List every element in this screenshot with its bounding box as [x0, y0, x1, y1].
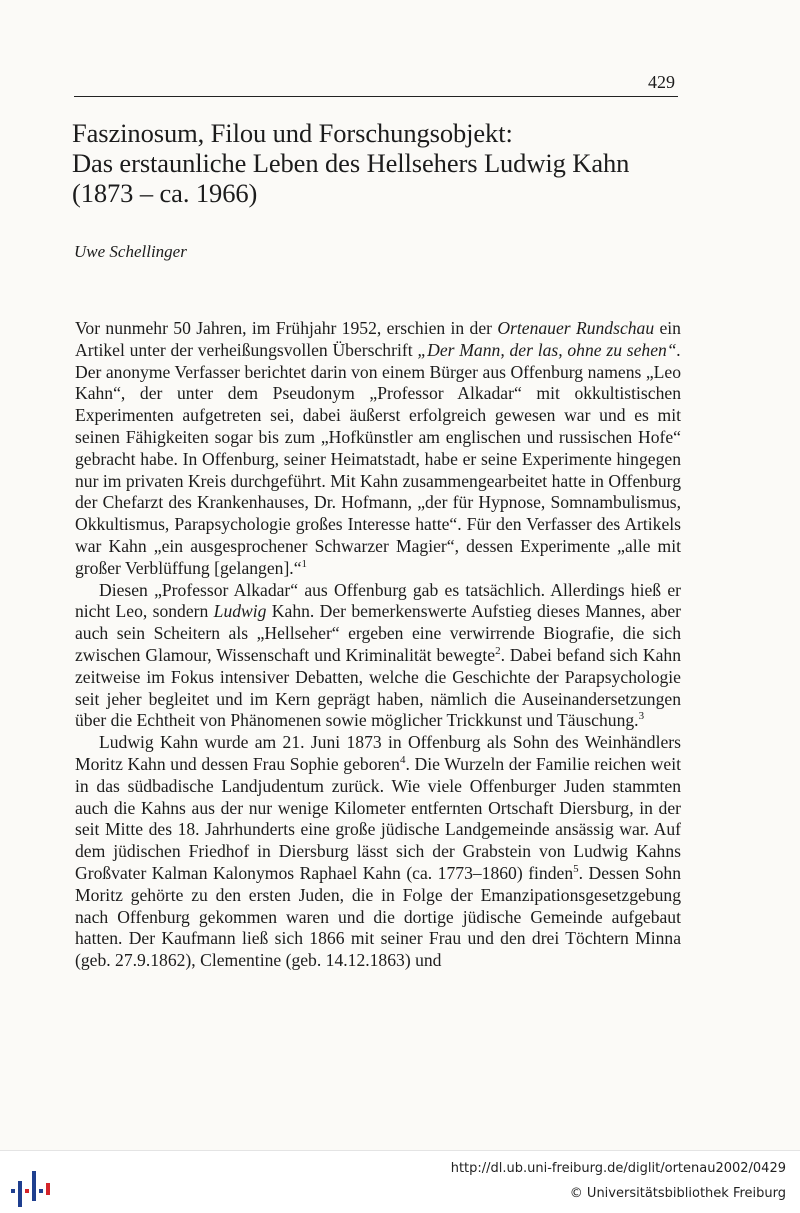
viewer-footer	[0, 1150, 800, 1213]
title-line-1: Faszinosum, Filou und Forschungsobjekt:	[72, 118, 513, 148]
university-library-logo-icon[interactable]	[8, 1167, 52, 1207]
footnote-marker: 5	[573, 863, 579, 876]
article-body	[75, 318, 681, 972]
header-rule	[74, 96, 678, 97]
paragraph-text: ein Artikel unter der verheißungsvollen Überschrift	[75, 318, 681, 360]
emphasized-name: Ludwig	[213, 601, 267, 622]
footnote-marker: 4	[399, 754, 406, 767]
paragraph-text: Diesen „Professor Alkadar“ aus Offenburg gab es tatsächlich. Allerdings hieß er nicht Leo, sondern	[75, 579, 681, 622]
title-line-2: Das erstaunliche Leben des Hellsehers Ludwig Kahn	[72, 148, 630, 178]
paragraph-text: . Dabei befand sich Kahn zeitweise im Fokus intensiver Debatten, welche die Geschichte der Parapsychologie seit jeher begleitet und im Kern geprägt haben, nämlich die Auseinandersetzungen über die Echtheit von Phänomenen sowie möglicher Trickkunst und Täuschung.	[75, 644, 681, 731]
permalink-url[interactable]: http://dl.ub.uni-freiburg.de/diglit/ortenau2002/0429	[450, 1161, 786, 1176]
page-number: 429	[648, 72, 675, 92]
paragraph-3	[75, 732, 681, 972]
paragraph-2	[75, 580, 681, 733]
paragraph-text: Der anonyme Verfasser berichtet darin von einem Bürger aus Offenburg namens „Leo Kahn“, der unter dem Pseudonym „Professor Alkadar“ mit okkultistischen Experimenten aufgetreten sei, dabei äußerst erfolgreich gewesen war und es mit seinen Fähigkeiten sogar bis zum „Hofkünstler am englischen und russischen Hofe“ gebracht habe. In Offenburg, seiner Heimatstadt, habe er seine Experimente hingegen nur im privaten Kreis durchgeführt. Mit Kahn zusammengearbeitet hatte in Offenburg der Chefarzt des Krankenhauses, Dr. Hofmann, „der für Hypnose, Somnambulismus, Okkultismus, Parapsychologie großes Interesse hatte“. Für den Verfasser des Artikels war Kahn „ein ausgesprochener Schwarzer Magier“, dessen Experimente „alle mit großer Verblüffung [gelangen].“	[75, 361, 681, 578]
paragraph-1	[75, 318, 681, 580]
footnote-marker: 3	[638, 710, 645, 723]
article-title	[72, 118, 692, 208]
paragraph-text: Kahn. Der bemerkenswerte Aufstieg dieses Mannes, aber auch sein Scheitern als „Hellseher“ ergeben eine verwirrende Biografie, die sich zwischen Glamour, Wissenschaft und Kriminalität bewegte	[75, 601, 681, 665]
paragraph-text: . Dessen Sohn Moritz gehörte zu den ersten Juden, die in Folge der Emanzipationsgesetzgebung nach Offenburg gekommen waren und die dortige jüdische Gemeinde aufgebaut hatten. Der Kaufmann ließ sich 1866 mit seiner Frau und den drei Töchtern Minna (geb. 27.9.1862), Clementine (geb. 14.12.1863) und	[75, 862, 681, 971]
author-name: Uwe Schellinger	[74, 242, 187, 261]
title-line-3: (1873 – ca. 1966)	[72, 178, 258, 208]
paragraph-text: . Die Wurzeln der Familie reichen weit in das südbadische Landjudentum zurück. Wie viele Offenburger Juden stammten auch die Kahns aus der nur wenige Kilometer entfernten Ortschaft Diersburg, in der seit Mitte des 18. Jahrhunderts eine große jüdische Landgemeinde ansässig war. Auf dem jüdischen Friedhof in Diersburg lässt sich der Grabstein von Ludwig Kahns Großvater Kalman Kalonymos Raphael Kahn (ca. 1773–1860) finden	[75, 753, 682, 883]
quoted-headline: „Der Mann, der las, ohne zu sehen“.	[417, 339, 681, 360]
footnote-marker: 2	[495, 645, 501, 658]
paragraph-text: Vor nunmehr 50 Jahren, im Frühjahr 1952, erschien in der	[75, 318, 498, 338]
paragraph-text: Ludwig Kahn wurde am 21. Juni 1873 in Offenburg als Sohn des Weinhändlers Moritz Kahn und dessen Frau Sophie geboren	[75, 732, 681, 774]
journal-name: Ortenauer Rundschau	[497, 318, 655, 338]
copyright-notice: © Universitätsbibliothek Freiburg	[569, 1186, 786, 1201]
footnote-marker: 1	[301, 557, 308, 570]
